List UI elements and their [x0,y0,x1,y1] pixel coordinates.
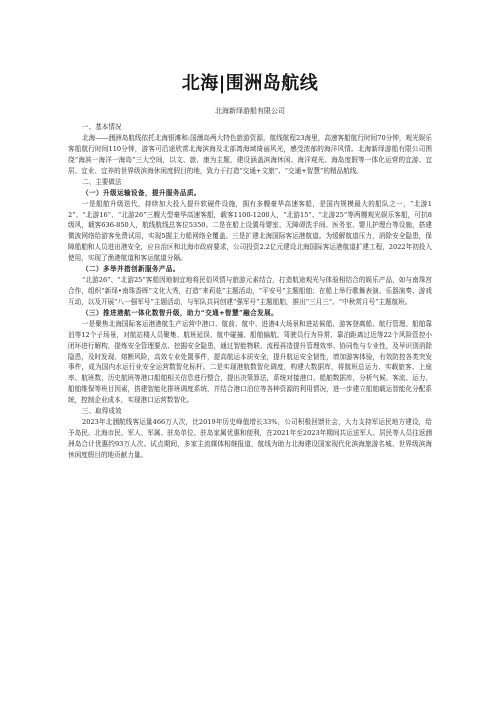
section-main-practices [68,177,432,406]
paragraph: 2023年北涠航线客运量466万人次，比2019年历史峰值增长33%，公司积极回馈社会，大力支持军运民地方建设，给予岛民、北海市民、军人、军属、驻岛单位、驻岛家属优惠和便利，在2021年至2023年期间共运送军人、居民等人员往返涠洲岛合计优惠约93万人次。试点期间，多家主流媒体相继报道，航线为助力北海建设国家现代化滨海旅游名城、世界级滨海休闲度假目的地贡献力量。 [68,418,432,459]
subsection-heading: （二）多举并措创新服务产品。 [82,265,180,274]
paragraph: 一是船舶升级迭代，持续加大投入提升软硬件设施，拥有多艘豪华高速客船，是国内规模最大的船队之一，“北游12”、“北游16”、“北游26”三艘大型豪华高速客船，载客1100-1200人，“北游15”、“北游25”等两艘观光娱乐客船，可抗8级风，载客636-850人，航线航线总客位5350。二是在船上设置母婴室、无障碍洗手间、医务室、婴儿护理台等设施，搭建微波网络给游客免费试用，实现5握主力船网络全覆盖。三是扩建北海国际客运港航道。为缓解航道压力，消除安全隐患，保障船舶和人员进出港安全，应自治区和北海市政府要求，公司投资2.2亿元建设北海国际客运港航道扩建工程，2022年初投入使用，实现了渔港航道和客运航道分隔。 [68,199,432,263]
document-subtitle: 北海新绎游船有限公司 [215,107,285,115]
document-title: 北海|围洲岛航线 [181,73,319,94]
section-heading: 二、主要做法 [82,177,122,186]
subsection-heading: （三）推进港航一体化数智升级，助力“交通+智慧”融合发展。 [82,308,279,317]
section-results [68,406,432,461]
section-heading: 一、基本情况 [82,123,122,131]
section-heading: 三、取得成效 [82,407,122,416]
paragraph: “北游26”、“北游25”客船因地制宜地将民俗风情与旅游元素结合，打造航途观光与体验相结合的娱乐产品，如与南珠宫合作，组织“新绎•南珠香晖”文化大秀，打造“来莉花”主题活动，“平安号”主题船舶；在船上举行歌舞表演、乐器演奏、游戏互动，以及开展“八一强军号”主题活动，与军队共同创建“强军号”主题船舶，推出“三月三”、“中秋赏月号”主题航班。 [68,276,432,306]
subsection-heading: （一）升级运输设备，提升服务品质。 [82,188,201,197]
paragraph: 一是聚焦北海国际客运港港航生产运营中港口、航前、航中、进港4大场景和进站候船、游客登离船、航行管理、船舶靠泊等12个子场景，对航站楼人员聚集、航班延误、航中碰撞、船舶偏航、驾驶员行为异常、靠泊距离过近等22个风险管控小闭环进行解构，提炼安全管理要点、挖掘安全隐患，通过智能物联、流程再造提升管理效率、协同性与专业性，及早识别消除隐患，及时发现、熔断风险，高效专业处置事件，提高航运本质安全，提升航运安全韧性，增加游客体验，有效防控各类突发事件，成为国内水运行业安全运营数智化标杆。二是实现港航数智化调度，构建大数据库，将航班总运力、实载旅客、上座率、航班数、历史航班等港口船舶相关信息进行整合，提出决策算法，系统对接港口、船舶数据库，分析气候、客流、运力、船舶维保等班目因素，搭建智能化排班调度系统，并结合港口泊位等各种资源的利用情况，进一步建立船舶载运智能化分配系统，控制企业成本，实现港口运营数智化。 [68,319,432,405]
section-basic-info [68,122,432,177]
paragraph: 北海——涠洲岛航线依托北海银滩和:国涠岛两大特色旅游资源，航线航程23海里，高速客船航行时间70分钟，观光娱乐客船航行时间110分钟，游客可沿途欣赏北海滨海及北部湾海域绮丽风光，感受浓郁的海洋风情。北海新绎游船有限公司围绕“海滨一海洋一海岛”三大空间，以文、旅、康为主题，建设涵盖滨海休闲、海洋观光、海岛度假等一体化运营的宜游、宜居、宜业、宜养的世界级滨海休闲度假目的地，致力于打造“交通+文旅”、“交通+智慧”的精品航线。 [68,134,432,175]
